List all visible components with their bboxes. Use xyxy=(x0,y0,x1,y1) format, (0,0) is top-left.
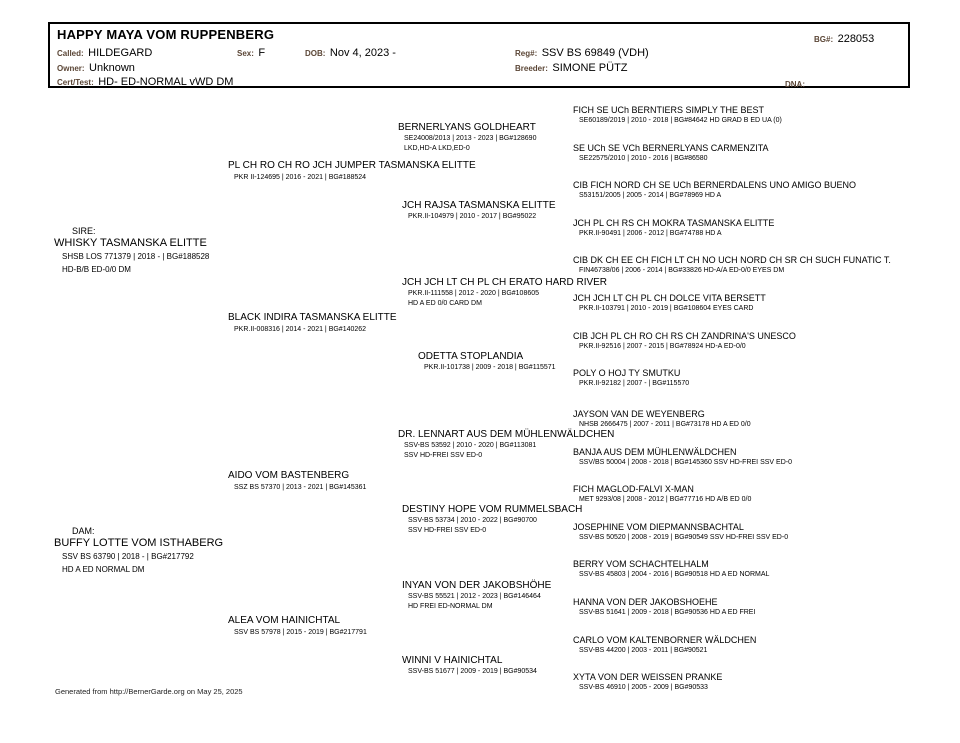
dog-name: ALEA VOM HAINICHTAL xyxy=(228,615,341,626)
dog-health: SSV HD-FREI SSV ED-0 xyxy=(408,527,487,534)
pedigree-entry xyxy=(573,672,722,693)
pedigree-entry xyxy=(418,351,556,373)
dog-reg-details: PKR.II-111558 | 2012 - 2020 | BG#108605 xyxy=(408,290,540,297)
dog-name: JCH JCH LT CH PL CH DOLCE VITA BERSETT xyxy=(573,293,766,303)
dob-label: DOB: xyxy=(305,49,326,58)
owner-label: Owner: xyxy=(57,64,85,73)
pedigree-entry xyxy=(573,143,769,164)
dog-reg-details: S53151/2005 | 2005 - 2014 | BG#78969 HD A xyxy=(579,191,722,199)
dog-reg-details: PKR.II-008316 | 2014 - 2021 | BG#140262 xyxy=(234,325,367,333)
owner-value: Unknown xyxy=(89,62,135,74)
dob-field xyxy=(305,43,396,61)
dog-reg-details: PKR.II-103791 | 2010 - 2019 | BG#108604 EYES CARD xyxy=(579,304,754,312)
dog-name: FICH SE UCh BERNTIERS SIMPLY THE BEST xyxy=(573,105,765,115)
dog-reg-details: PKR.II-101738 | 2009 - 2018 | BG#115571 xyxy=(424,364,556,371)
dog-reg-details: PKR.II-104979 | 2010 - 2017 | BG#95022 xyxy=(408,213,537,220)
dog-name: SE UCh SE VCh BERNERLYANS CARMENZITA xyxy=(573,143,769,153)
pedigree-entry xyxy=(402,200,556,222)
dog-name: CIB DK CH EE CH FICH LT CH NO UCH NORD CH SR CH SUCH FUNATIC T. xyxy=(573,255,891,265)
pedigree-entry xyxy=(402,504,582,536)
dog-name: JCH RAJSA TASMANSKA ELITTE xyxy=(402,200,556,211)
dog-name: BLACK INDIRA TASMANSKA ELITTE xyxy=(228,312,397,323)
dog-reg-details: SSV BS 57978 | 2015 - 2019 | BG#217791 xyxy=(234,628,367,636)
dog-reg-details: PKR.II-90491 | 2006 - 2012 | BG#74788 HD A xyxy=(579,229,722,237)
dog-name: BERNERLYANS GOLDHEART xyxy=(398,122,536,133)
dog-name: CIB FICH NORD CH SE UCh BERNERDALENS UNO AMIGO BUENO xyxy=(573,180,857,190)
pedigree-entry xyxy=(228,470,366,493)
pedigree-entry xyxy=(573,180,856,201)
pedigree-entry xyxy=(573,484,751,505)
dog-reg-details: PKR.II-92182 | 2007 - | BG#115570 xyxy=(579,379,690,387)
reg-value: SSV BS 69849 (VDH) xyxy=(541,47,649,59)
dog-name: AIDO VOM BASTENBERG xyxy=(228,470,350,481)
cert-field xyxy=(57,72,233,90)
sex-label: Sex: xyxy=(237,49,254,58)
dog-reg-details: FIN46738/06 | 2006 - 2014 | BG#33826 HD-A/A ED-0/0 EYES DM xyxy=(579,266,785,274)
dog-name: HANNA VON DER JAKOBSHOEHE xyxy=(573,597,718,607)
sex-field xyxy=(237,43,265,61)
dog-reg-details: SHSB LOS 771379 | 2018 - | BG#188528 xyxy=(62,252,210,261)
dog-reg-details: SE22575/2010 | 2010 - 2016 | BG#86580 xyxy=(579,154,708,162)
dob-value: Nov 4, 2023 - xyxy=(329,47,396,59)
dog-reg-details: NHSB 2666475 | 2007 - 2011 | BG#73178 HD A ED 0/0 xyxy=(579,420,751,428)
bg-label: BG#: xyxy=(814,35,834,44)
pedigree-entry xyxy=(573,597,755,618)
cert-value: HD- ED-NORMAL vWD DM xyxy=(98,76,234,88)
dog-reg-details: SSV-BS 51677 | 2009 - 2019 | BG#90534 xyxy=(408,668,537,675)
dna-label: DNA: xyxy=(785,80,805,89)
dog-reg-details: SSV-BS 53734 | 2010 - 2022 | BG#90700 xyxy=(408,517,537,524)
pedigree-entry xyxy=(398,122,536,154)
dog-reg-details: PKR.II-92516 | 2007 - 2015 | BG#78924 HD-A ED-0/0 xyxy=(579,342,746,350)
dog-health: HD A ED NORMAL DM xyxy=(62,565,145,574)
dog-name: BERRY VOM SCHACHTELHALM xyxy=(573,559,709,569)
dog-health: SSV HD-FREI SSV ED-0 xyxy=(404,452,483,459)
sire-label: SIRE: xyxy=(72,226,96,236)
pedigree-entry xyxy=(573,218,774,239)
dog-name: JCH PL CH RS CH MOKRA TASMANSKA ELITTE xyxy=(573,218,775,228)
dog-name: XYTA VON DER WEISSEN PRANKE xyxy=(573,672,723,682)
pedigree-entry xyxy=(573,331,796,352)
breeder-label: Breeder: xyxy=(515,64,548,73)
dog-name: BANJA AUS DEM MÜHLENWÄLDCHEN xyxy=(573,447,737,457)
dog-health: HD FREI ED-NORMAL DM xyxy=(408,603,493,610)
dog-reg-details: SSV-BS 44200 | 2003 - 2011 | BG#90521 xyxy=(579,646,708,654)
sex-value: F xyxy=(258,47,266,59)
dog-name: FICH MAGLOD-FALVI X-MAN xyxy=(573,484,694,494)
dog-health: HD-B/B ED-0/0 DM xyxy=(62,265,131,274)
reg-label: Reg#: xyxy=(515,49,538,58)
breeder-value: SIMONE PÜTZ xyxy=(552,62,628,74)
dog-health: LKD,HD-A LKD,ED-0 xyxy=(404,145,470,152)
dog-name: WHISKY TASMANSKA ELITTE xyxy=(54,237,207,249)
dog-reg-details: SSV/BS 50004 | 2008 - 2018 | BG#145360 SSV HD-FREI SSV ED-0 xyxy=(579,458,792,466)
dog-name: CARLO VOM KALTENBORNER WÄLDCHEN xyxy=(573,635,757,645)
dog-reg-details: MET 9293/08 | 2008 - 2012 | BG#77716 HD A/B ED 0/0 xyxy=(579,495,752,503)
dog-reg-details: SSV-BS 51641 | 2009 - 2018 | BG#90536 HD A ED FREI xyxy=(579,608,756,616)
bg-number-field xyxy=(814,29,874,47)
pedigree-entry xyxy=(573,447,792,468)
page-title: HAPPY MAYA VOM RUPPENBERG xyxy=(57,27,275,42)
dog-reg-details: SSV-BS 46910 | 2005 - 2009 | BG#90533 xyxy=(579,683,708,691)
called-value: HILDEGARD xyxy=(88,47,153,59)
cert-label: Cert/Test: xyxy=(57,78,94,87)
pedigree-entry xyxy=(573,293,766,314)
pedigree-entry xyxy=(573,255,891,276)
pedigree-entry xyxy=(573,635,756,656)
pedigree-entry xyxy=(228,615,367,638)
bg-value: 228053 xyxy=(837,33,875,45)
pedigree-entry xyxy=(573,105,782,126)
dog-name: JAYSON VAN DE WEYENBERG xyxy=(573,409,705,419)
dog-name: DESTINY HOPE VOM RUMMELSBACH xyxy=(402,504,583,515)
dam-label: DAM: xyxy=(72,526,95,536)
dog-reg-details: SSV-BS 45803 | 2004 - 2016 | BG#90518 HD A ED NORMAL xyxy=(579,570,770,578)
dog-reg-details: SE24008/2013 | 2013 - 2023 | BG#128690 xyxy=(404,135,537,142)
dog-reg-details: PKR II-124695 | 2016 - 2021 | BG#188524 xyxy=(234,173,367,181)
dog-name: CIB JCH PL CH RO CH RS CH ZANDRINA'S UNESCO xyxy=(573,331,796,341)
dog-name: WINNI V HAINICHTAL xyxy=(402,655,503,666)
called-label: Called: xyxy=(57,49,84,58)
dog-name: INYAN VON DER JAKOBSHÖHE xyxy=(402,580,552,591)
pedigree-entry xyxy=(573,522,788,543)
dog-name: BUFFY LOTTE VOM ISTHABERG xyxy=(54,537,224,549)
pedigree-entry-dam xyxy=(54,526,223,576)
dog-name: ODETTA STOPLANDIA xyxy=(418,351,524,362)
dog-name: DR. LENNART AUS DEM MÜHLENWÄLDCHEN xyxy=(398,429,615,440)
pedigree-entry xyxy=(573,559,769,580)
dog-reg-details: SSV-BS 50520 | 2008 - 2019 | BG#90549 SSV HD-FREI SSV ED-0 xyxy=(579,533,789,541)
dog-health: HD A ED 0/0 CARD DM xyxy=(408,300,482,307)
dog-reg-details: SSV-BS 53592 | 2010 - 2020 | BG#113081 xyxy=(404,442,537,449)
pedigree-entry xyxy=(573,368,689,389)
dog-reg-details: SSZ BS 57370 | 2013 - 2021 | BG#145361 xyxy=(234,483,367,491)
dog-name: JOSEPHINE VOM DIEPMANNSBACHTAL xyxy=(573,522,744,532)
pedigree-entry xyxy=(228,160,476,183)
pedigree-entry xyxy=(402,655,537,677)
dog-name: POLY O HOJ TY SMUTKU xyxy=(573,368,681,378)
dna-field xyxy=(785,74,805,92)
dog-reg-details: SSV-BS 55521 | 2012 - 2023 | BG#146464 xyxy=(408,593,541,600)
header-box xyxy=(48,22,910,88)
dog-reg-details: SSV BS 63790 | 2018 - | BG#217792 xyxy=(62,552,194,561)
pedigree-entry xyxy=(573,409,751,430)
dog-reg-details: SE60189/2019 | 2010 - 2018 | BG#84642 HD GRAD B ED UA (0) xyxy=(579,116,782,124)
generated-note: Generated from http://BernerGarde.org on May 25, 2025 xyxy=(55,687,243,696)
dog-name: PL CH RO CH RO JCH JUMPER TASMANSKA ELITTE xyxy=(228,160,476,171)
pedigree-entry xyxy=(402,580,551,612)
pedigree-entry-sire xyxy=(54,226,209,276)
pedigree-entry xyxy=(228,312,397,335)
dog-name: JCH JCH LT CH PL CH ERATO HARD RIVER xyxy=(402,277,608,288)
breeder-field xyxy=(515,58,628,76)
